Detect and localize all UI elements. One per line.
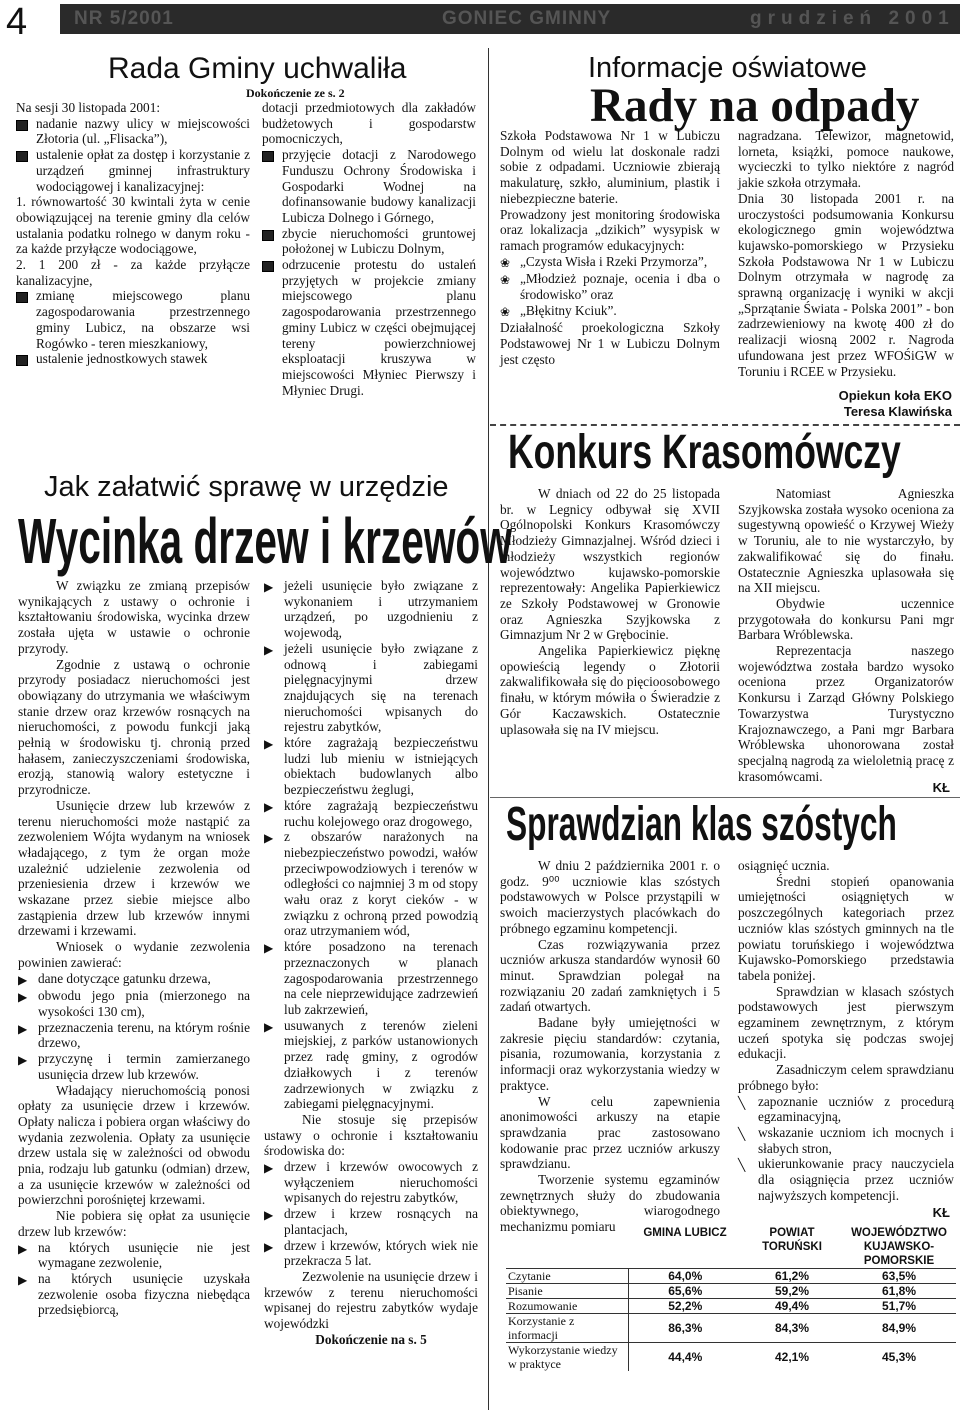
- paragraph: W związku ze zmianą przepisów wynikających z ustawy o ochronie i kształtowaniu środowiska, wycinka drzew została ujęta w ustawie o ochronie przyrody.: [18, 578, 250, 656]
- sprawdzian-signature: KŁ: [932, 1205, 950, 1220]
- list-item: [264, 798, 478, 829]
- paragraph: 1. równowartość 30 kwintali żyta w cenie obowiązującej na terenie gminy dla celów ustalania podatku rolnego w danym roku - za każde przyłącze wodociągowe,: [16, 194, 250, 257]
- bullet-icon: [16, 149, 36, 168]
- bullet-icon: ▶: [18, 972, 28, 987]
- list-item: [264, 1206, 478, 1237]
- list-item-text: na których usunięcie nie jest wymagane zezwolenie,: [38, 1239, 250, 1271]
- results-table-wrap: [506, 1226, 956, 1371]
- list-item: [264, 939, 478, 1018]
- list-item-text: „Czysta Wisła i Rzeki Przymorza”,: [520, 253, 708, 269]
- rada-continued: Dokończenie ze s. 2: [246, 86, 345, 100]
- konkurs-title: Konkurs Krasomówczy: [508, 426, 901, 479]
- list-item: [16, 116, 250, 147]
- table-row: [506, 1269, 956, 1284]
- bullet-icon: ▶: [264, 580, 274, 594]
- bullet-icon: ❀: [500, 273, 511, 288]
- continued-note: Dokończenie na s. 5: [315, 1331, 427, 1347]
- table-cell: 64,0%: [628, 1269, 742, 1284]
- row-label: Rozumowanie: [506, 1299, 628, 1314]
- bullet-icon: ╲: [738, 1126, 746, 1141]
- list-item: [264, 1238, 478, 1269]
- bullet-icon: [262, 259, 282, 278]
- table-cell: 45,3%: [842, 1343, 956, 1372]
- table-cell: 51,7%: [842, 1299, 956, 1314]
- paragraph: Badane były umiejętności w zakresie pięciu standardów: czytania, pisania, rozumowania, korzystania z informacji oraz wykorzystania wiedzy w praktyce.: [500, 1015, 720, 1093]
- table-header: GMINA LUBICZ: [643, 1227, 727, 1239]
- paragraph: Zasadniczym celem sprawdzianu próbnego było:: [738, 1062, 954, 1093]
- table-row: [506, 1343, 956, 1372]
- paragraph: Zezwolenie na usunięcie drzew i krzewów z terenu nieruchomości wpisanej do rejestru zabytków wydaje wojewódzki: [264, 1268, 478, 1332]
- table-cell: 61,2%: [742, 1269, 842, 1284]
- bullet-icon: ▶: [18, 990, 28, 1005]
- table-cell: 84,3%: [742, 1314, 842, 1343]
- bullet-icon: ▶: [264, 1161, 274, 1176]
- info-signature-role: Opiekun koła EKO: [838, 388, 952, 403]
- paragraph: Prowadzony jest monitoring środowiska oraz lokalizacja „dzikich” wysypisk w ramach programów edukacyjnych:: [500, 206, 720, 253]
- bullet-icon: ╲: [738, 1158, 746, 1173]
- list-item-text: jeżeli usunięcie było związane z wykonaniem i utrzymaniem urządzeń, po uzgodnieniu z wojewodą,: [284, 578, 478, 641]
- row-label: Wykorzystanie wiedzy w praktyce: [506, 1343, 628, 1372]
- rada-title: Rada Gminy uchwaliła: [108, 52, 407, 85]
- bullet-icon: ▶: [264, 941, 274, 956]
- bullet-icon: [262, 228, 282, 247]
- bullet-icon: ❀: [500, 255, 511, 270]
- list-item-text: zmianę miejscowego planu zagospodarowania przestrzennego gminy Lubicz, na obszarze wsi Rogówko - teren mieszkaniowy,: [36, 288, 250, 351]
- list-item: [18, 1240, 250, 1271]
- column-rule: [488, 48, 489, 1410]
- bullet-icon: ❀: [500, 304, 511, 319]
- table-row: [506, 1299, 956, 1314]
- list-item-text: na których usunięcie uzyskała zezwolenie osoba fizyczna niebędąca przedsiębiorcą,: [38, 1270, 250, 1318]
- sprawdzian-column-1: [500, 858, 720, 1235]
- list-item-text: usuwanych z terenów zieleni miejskiej, z parków ustanowionych przez radę gminy, z ogrodów działkowych i z terenów zadrzewionych w związku z zabiegami pielęgnacyjnymi.: [284, 1017, 478, 1112]
- table-cell: 44,4%: [628, 1343, 742, 1372]
- list-item: [262, 147, 476, 226]
- list-item: [264, 641, 478, 735]
- paragraph: Na sesji 30 listopada 2001:: [16, 100, 161, 115]
- list-item-text: obwodu jego pnia (mierzonego na wysokości 130 cm),: [38, 988, 250, 1019]
- page-number: 4: [6, 1, 28, 43]
- list-item-text: nadanie nazwy ulicy w miejscowości Złotoria (ul. „Flisacka”),: [36, 115, 250, 147]
- issue-number: NR 5/2001: [74, 8, 174, 29]
- list-item-text: przeznaczenia terenu, na którym rośnie drzewo,: [38, 1019, 250, 1051]
- bullet-icon: [16, 118, 36, 137]
- list-item: [264, 1018, 478, 1112]
- info-kicker: Informacje oświatowe: [588, 52, 867, 84]
- info-title: Rady na odpady: [590, 79, 920, 132]
- table-cell: 59,2%: [742, 1284, 842, 1299]
- bullet-icon: ▶: [264, 831, 274, 846]
- table-cell: 52,2%: [628, 1299, 742, 1314]
- masthead-strip: [60, 4, 960, 34]
- bullet-icon: ▶: [264, 642, 274, 657]
- list-item: [738, 1094, 954, 1125]
- list-item-text: ukierunkowanie pracy nauczyciela dla osiągnięcia przez uczniów najwyższych kompetencji.: [758, 1156, 954, 1203]
- paragraph: Nie stosuje się przepisów ustawy o ochronie i kształtowaniu środowiska do:: [264, 1111, 478, 1159]
- list-item-text: które zagrażają bezpieczeństwu ruchu kolejowego oraz drogowego,: [284, 797, 478, 829]
- paragraph: Wniosek o wydanie zezwolenia powinien zawierać:: [18, 939, 250, 970]
- list-item: [18, 1271, 250, 1318]
- bullet-icon: [16, 290, 36, 309]
- table-cell: 49,4%: [742, 1299, 842, 1314]
- paragraph: Nie pobiera się opłat za usunięcie drzew lub krzewów:: [18, 1208, 250, 1239]
- paragraph: nagradzana. Telewizor, magnetowid, lorneta, książki, pomoce naukowe, wycieczki to tylko niektóre z nagród jakie szkoła otrzymała.: [738, 128, 954, 191]
- list-item-text: drzew i krzew rosnących na plantacjach,: [284, 1206, 478, 1237]
- list-item: [738, 1156, 954, 1203]
- list-item: [16, 288, 250, 351]
- bullet-icon: [262, 149, 282, 168]
- paragraph: Usunięcie drzew lub krzewów z terenu nieruchomości może nastąpić za zezwoleniem Wójta wydanym na wniosek władającego, z tym że organ może uzależnić udzielenie zezwolenia od przeniesienia drzew i krzewów we wskazane przez siebie miejsce albo zastąpienia drzew lub krzewów innymi drzewami i krzewami.: [18, 797, 250, 939]
- konkurs-column-1: [500, 486, 720, 737]
- list-item-text: dane dotyczące gatunku drzewa,: [38, 970, 211, 986]
- list-item-text: „Młodzież poznaje, ocenia i dba o środowisko” oraz: [520, 271, 720, 303]
- results-table: [506, 1226, 956, 1371]
- list-item-text: ustalenie opłat za dostęp i korzystanie z urządzeń gminnej infrastruktury wodociągowej i kanalizacyjnej:: [36, 147, 250, 194]
- bullet-icon: [16, 353, 36, 372]
- bullet-icon: ▶: [18, 1272, 28, 1287]
- wycinka-column-2: [264, 578, 478, 1347]
- paragraph: Natomiast Agnieszka Szyjkowska została wysoko oceniona za sugestywną opowieść o Krzywej Wieży w Toruniu, ale to nie wystarczyło, by zakwalifikować się do finału. Ostatecznie Agnieszka uplasowała się na XII miejscu.: [738, 486, 954, 596]
- list-item: [500, 254, 720, 272]
- paragraph: Działalność proekologiczna Szkoły Podstawowej Nr 1 w Lubiczu Dolnym jest często: [500, 320, 720, 367]
- list-item-text: zapoznanie uczniów z procedurą egzaminacyjną,: [758, 1093, 954, 1125]
- list-item-text: drzew i krzewów, których wiek nie przekracza 5 lat.: [284, 1237, 478, 1269]
- paragraph: W celu zapewnienia anonimowości arkuszy na etapie sprawdzania prac zastosowano kodowanie prac przez uczniów arkuszy sprawdzianu.: [500, 1093, 720, 1172]
- info-signature-name: Teresa Klawińska: [843, 404, 952, 419]
- paragraph: dotacji przedmiotowych dla zakładów budżetowych i gospodarstw pomocniczych,: [262, 100, 476, 147]
- list-item: [264, 735, 478, 798]
- list-item-text: jeżeli usunięcie było związane z odnową i zabiegami pielęgnacyjnymi drzew znajdujących się na terenach nieruchomości wpisanych do rejestru zabytków,: [284, 640, 478, 735]
- list-item-text: z obszarów narażonych na niebezpieczeństwo powodzi, wałów przeciwpowodziowych i terenów w odległości co najmniej 3 m od stopy wału oraz z koryt cieków - w związku z ochroną przed powodzią oraz utrzymaniem wód,: [284, 829, 478, 939]
- paragraph: 2. 1 200 zł - za każde przyłącze kanalizacyjne,: [16, 257, 250, 288]
- paragraph: Dnia 30 listopada 2001 r. na uroczystości podsumowania Konkursu ekologicznego gmin województwa kujawsko-pomorskiego w Przysieku Szkoła Podstawowa Nr 1 w Lubiczu Dolnym otrzymała w nagrodę za sprawną organizację i wyniki w akcji „Sprzątanie Świata - Polska 2001” - bon zadrzewieniowy na kwotę 400 zł do realizacji wiosną 2002 r. Nagroda ufundowana jest przez WFOŚiGW w Toruniu i RCEE w Przysieku.: [738, 190, 954, 379]
- table-header: [506, 1226, 628, 1269]
- list-item-text: przyjęcie dotacji z Narodowego Funduszu Ochrony Środowiska i Gospodarki Wodnej na dofinansowanie budowy kanalizacji Lubicza Dolnego i Górnego,: [282, 147, 476, 225]
- wycinka-title: Wycinka drzew i krzewów: [18, 505, 512, 577]
- paragraph: W dniu 2 października 2001 r. o godz. 9⁰⁰ uczniowie klas szóstych podstawowych w Polsce przystąpili w swoich macierzystych placówkach do próbnego egzaminu kompetencji.: [500, 858, 720, 936]
- list-item-text: „Błękitny Kciuk”.: [520, 302, 617, 318]
- list-item-text: przyczynę i termin zamierzanego usunięcia drzew lub krzewów.: [38, 1051, 250, 1082]
- sprawdzian-column-2: [738, 858, 954, 1203]
- paragraph: Średni stopień opanowania umiejętności osiągniętych w poszczególnych kategoriach przez uczniów klas szóstych gminnych na tle powiatu toruńskiego i województwa Kujawsko-Pomorskiego przedstawia tabela poniżej.: [738, 873, 954, 983]
- row-label: Czytanie: [506, 1269, 628, 1284]
- rada-column-2: [262, 100, 476, 398]
- paper-name: GONIEC GMINNY: [442, 8, 612, 29]
- list-item: [264, 829, 478, 939]
- konkurs-signature: KŁ: [932, 780, 950, 795]
- list-item: [16, 147, 250, 194]
- bullet-icon: ▶: [18, 1021, 28, 1036]
- bullet-icon: ▶: [264, 1019, 274, 1034]
- bullet-icon: ▶: [18, 1241, 28, 1256]
- konkurs-column-2: [738, 486, 954, 784]
- list-item-text: ustalenie jednostkowych stawek: [36, 351, 208, 367]
- list-item: [264, 578, 478, 641]
- sprawdzian-title: Sprawdzian klas szóstych: [506, 798, 897, 851]
- list-item: [262, 257, 476, 398]
- table-cell: 42,1%: [742, 1343, 842, 1372]
- paragraph: Tworzenie systemu egzaminów zewnętrznych służy do zbudowania obiektywnego, wiarogodnego mechanizmu pomiaru: [500, 1172, 720, 1235]
- rada-column-1: [16, 100, 250, 372]
- paragraph: osiągnięć ucznia.: [738, 858, 830, 873]
- paragraph: Obydwie uczennice przygotowała do konkursu Pani mgr Barbara Wróblewska.: [738, 595, 954, 643]
- row-label: Pisanie: [506, 1284, 628, 1299]
- bullet-icon: ▶: [18, 1053, 28, 1068]
- table-cell: 65,6%: [628, 1284, 742, 1299]
- list-item: [500, 271, 720, 302]
- table-row: [506, 1314, 956, 1343]
- paragraph: Zgodnie z ustawą o ochronie przyrody posiadacz nieruchomości jest obowiązany do utrzymania we właściwym stanie drzew oraz krzewów rosnących na nieruchomości, z powodu funkcji jaką pełnią w środowisku tj. chronią przed hałasem, zanieczyszczeniami środowiska, erozją, stanowią walory estetyczne i przyrodnicze.: [18, 656, 250, 798]
- list-item: [18, 971, 250, 989]
- list-item: [738, 1125, 954, 1156]
- table-cell: 84,9%: [842, 1314, 956, 1343]
- list-item-text: drzew i krzewów owocowych z wyłączeniem nieruchomości wpisanych do rejestru zabytków,: [284, 1159, 478, 1206]
- info-column-2: [738, 128, 954, 379]
- table-header: WOJEWÓDZTWO KUJAWSKO-POMORSKIE: [851, 1227, 947, 1267]
- paragraph: Sprawdzian w klasach szóstych podstawowych jest pierwszym egzaminem zewnętrznym, z którym uczeń spotyka się podczas swojej edukacji.: [738, 983, 954, 1062]
- list-item: [264, 1159, 478, 1206]
- table-cell: 86,3%: [628, 1314, 742, 1343]
- list-item: [16, 351, 250, 372]
- bullet-icon: ▶: [264, 737, 274, 752]
- paragraph: Reprezentacja naszego województwa została bardzo wysoko oceniona przez Organizatorów Konkursu i Zarząd Główny Polskiego Towarzystwa Turystyczno Krajoznawczego, a Pani mgr Barbara Wróblewska uhonorowana został specjalną nagrodą za wieloletnią pracę z krasomówcami.: [738, 643, 954, 784]
- list-item: [18, 988, 250, 1019]
- bullet-icon: ▶: [264, 1239, 274, 1254]
- list-item-text: które zagrażają bezpieczeństwu ludzi lub mieniu w istniejących obiektach budowlanych albo bezpieczeństwu żeglugi,: [284, 735, 478, 798]
- table-row: [506, 1284, 956, 1299]
- bullet-icon: ▶: [264, 1208, 274, 1223]
- list-item-text: zbycie nieruchomości gruntowej położonej w Lubiczu Dolnym,: [282, 225, 476, 257]
- table-cell: 61,8%: [842, 1284, 956, 1299]
- list-item-text: wskazanie uczniom ich mocnych i słabych stron,: [758, 1124, 954, 1156]
- list-item-text: odrzucenie protestu do ustaleń przyjętych w projekcie zmiany miejscowego planu zagospodarowania przestrzennego gminy Lubicz w części obejmującej tereny powierzchniowej eksploatacji kruszywa w miejscowości Młyniec Pierwszy i Młyniec Drugi.: [282, 257, 476, 398]
- paragraph: Czas rozwiązywania przez uczniów arkusza standardów wynosił 60 minut. Sprawdzian polegał na rozwiązaniu 20 zadań zamkniętych i 5 zadań otwartych.: [500, 936, 720, 1015]
- paragraph: Władający nieruchomością ponosi opłaty za usunięcie drzew i krzewów. Opłaty nalicza i pobiera organ właściwy do wydania zezwolenia. Opłaty za usunięcie drzew ustala się w zależności od obwodu pnia, rodzaju lub gatunku (odmian) drzew, a za usunięcie krzewów w zależności od powierzchni porośniętej krzewami.: [18, 1082, 250, 1208]
- wycinka-column-1: [18, 578, 250, 1318]
- paragraph: W dniach od 22 do 25 listopada br. w Legnicy odbywał się XVII Ogólnopolski Konkurs Krasomówczy Młodzieży Gimnazjalnej. Wśród dzieci i młodzieży wszystkich regionów województwo kujawsko-pomorskie reprezentowały: Angelika Papierkiewicz ze Szkoły Podstawowej w Gronowie oraz Agnieszka Szyjkowska z Gimnazjum Nr 2 w Grębocinie.: [500, 486, 720, 643]
- list-item: [500, 303, 720, 321]
- table-cell: 63,5%: [842, 1269, 956, 1284]
- list-item: [262, 226, 476, 257]
- table-header: POWIAT TORUŃSKI: [762, 1227, 822, 1253]
- paragraph: Angelika Papierkiewicz pięknę opowieścią legendy o Złotorii zakwalifikowała się do pięcioosobowego finału, w którym mówiła o Świeradzie z Gór Kaczawskich. Ostatecznie uplasowała się na IV miejscu.: [500, 643, 720, 737]
- list-item: [18, 1051, 250, 1082]
- list-item-text: które posadzono na terenach przeznaczonych w planach zagospodarowania przestrzennego na cele nieprzewidujące zadrzewień lub zakrzewień,: [284, 939, 478, 1017]
- bullet-icon: ╲: [738, 1095, 746, 1110]
- issue-date: grudzień 2001: [750, 8, 955, 29]
- row-label: Korzystanie z informacji: [506, 1314, 628, 1343]
- info-column-1: [500, 128, 720, 368]
- bullet-icon: ▶: [264, 799, 274, 814]
- wycinka-kicker: Jak załatwić sprawę w urzędzie: [44, 471, 449, 503]
- list-item: [18, 1020, 250, 1051]
- paragraph: Szkoła Podstawowa Nr 1 w Lubiczu Dolnym od wielu lat doskonale radzi sobie z odpadami. Uczniowie zbierają makulaturę, szkło, aluminium, plastik i niebezpieczne baterie.: [500, 128, 720, 206]
